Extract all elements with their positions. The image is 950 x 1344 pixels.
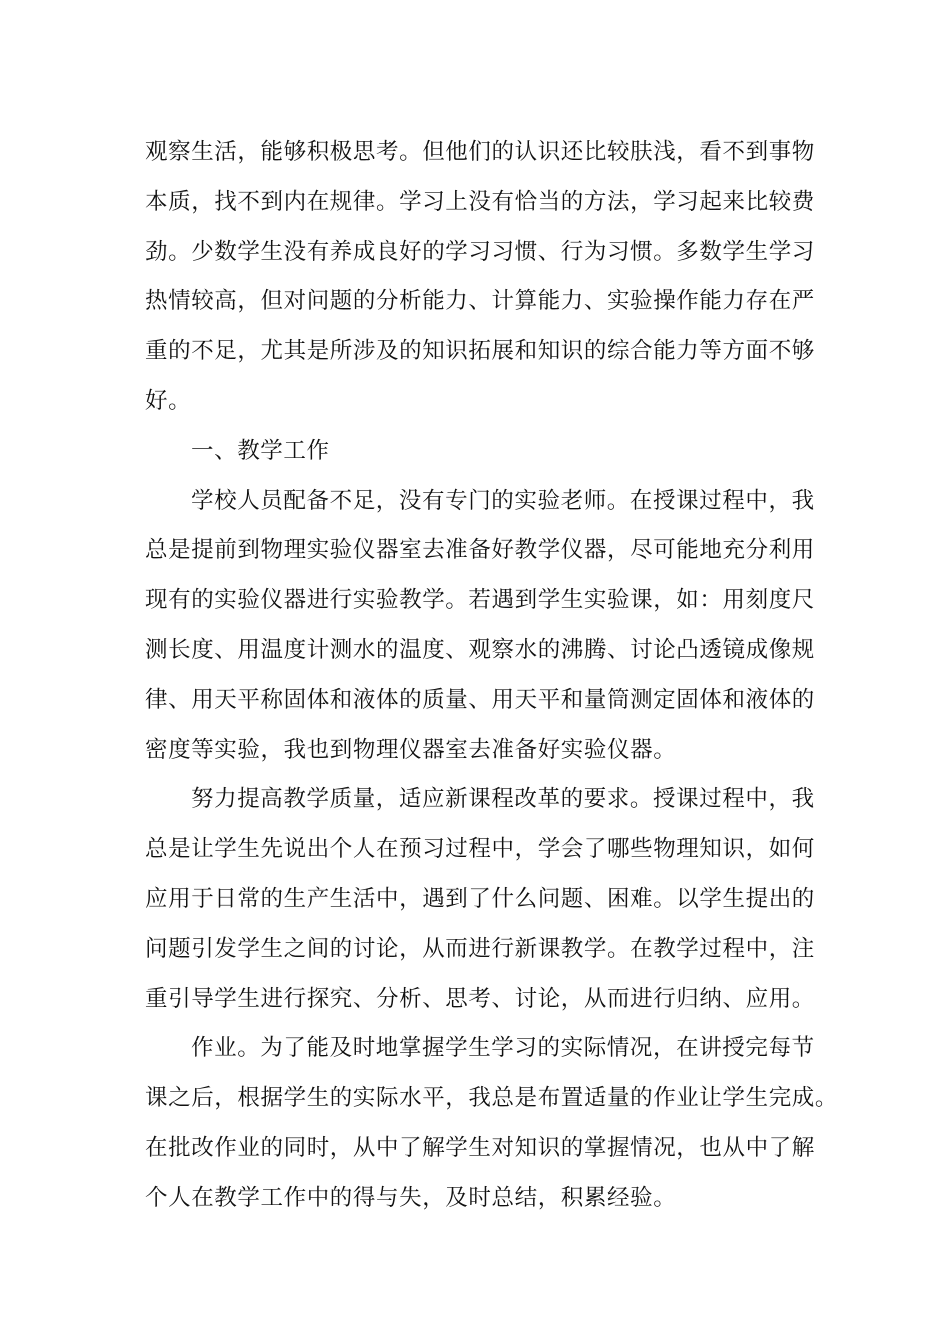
paragraph (145, 128, 815, 427)
paragraph (145, 477, 815, 776)
text-line: 一、教学工作 (191, 437, 330, 464)
text-line: 劲。少数学生没有养成良好的学习习惯、行为习惯。多数学生学习 (145, 238, 815, 265)
text-line: 观察生活，能够积极思考。但他们的认识还比较肤浅，看不到事物 (145, 139, 815, 165)
text-line: 在批改作业的同时，从中了解学生对知识的掌握情况，也从中了解 (145, 1134, 815, 1161)
text-line: 课之后，根据学生的实际水平，我总是布置适量的作业让学生完成。 (145, 1085, 839, 1112)
paragraph (145, 1024, 839, 1223)
text-line: 作业。为了能及时地掌握学生学习的实际情况，在讲授完每节 (191, 1035, 815, 1062)
text-line: 测长度、用温度计测水的温度、观察水的沸腾、讨论凸透镜成像规 (145, 636, 815, 663)
document-body (145, 128, 839, 1224)
text-line: 应用于日常的生产生活中，遇到了什么问题、困难。以学生提出的 (145, 885, 815, 912)
text-line: 好。 (145, 387, 192, 414)
text-line: 本质，找不到内在规律。学习上没有恰当的方法，学习起来比较费 (145, 188, 815, 215)
text-line: 总是让学生先说出个人在预习过程中，学会了哪些物理知识，如何 (145, 836, 815, 863)
text-line: 重的不足，尤其是所涉及的知识拓展和知识的综合能力等方面不够 (145, 338, 815, 365)
text-line: 热情较高，但对问题的分析能力、计算能力、实验操作能力存在严 (145, 288, 815, 315)
text-line: 问题引发学生之间的讨论，从而进行新课教学。在教学过程中，注 (145, 935, 815, 962)
text-line: 密度等实验，我也到物理仪器室去准备好实验仪器。 (145, 736, 677, 763)
text-line: 学校人员配备不足，没有专门的实验老师。在授课过程中，我 (191, 487, 815, 514)
text-line: 个人在教学工作中的得与失，及时总结，积累经验。 (145, 1184, 677, 1211)
paragraph (145, 427, 810, 477)
paragraph (145, 775, 815, 1024)
text-line: 现有的实验仪器进行实验教学。若遇到学生实验课，如：用刻度尺 (145, 587, 815, 614)
text-line: 总是提前到物理实验仪器室去准备好教学仪器，尽可能地充分利用 (145, 537, 815, 564)
text-line: 努力提高教学质量，适应新课程改革的要求。授课过程中，我 (191, 786, 815, 813)
text-line: 重引导学生进行探究、分析、思考、讨论，从而进行归纳、应用。 (145, 985, 815, 1012)
text-line: 律、用天平称固体和液体的质量、用天平和量筒测定固体和液体的 (145, 686, 815, 713)
